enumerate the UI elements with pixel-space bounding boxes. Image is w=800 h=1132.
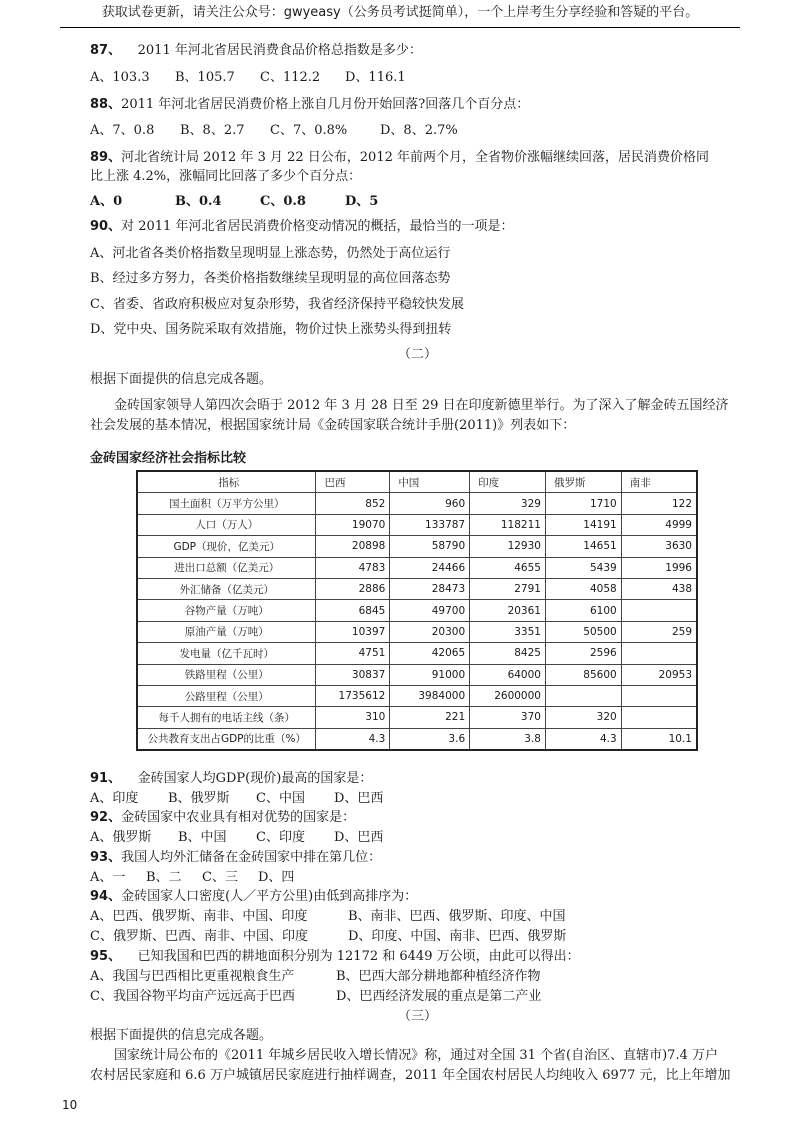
header-banner: 获取试卷更新，请关注公众号：gwyeasy（公务员考试挺简单），一个上岸考生分享经验和答疑的平台。 — [101, 5, 699, 20]
table-title: 金砖国家经济社会指标比较 — [90, 451, 247, 466]
question-number: 95、 — [90, 949, 122, 964]
table-cell: 4655 — [470, 557, 546, 578]
table-cell: 64000 — [470, 664, 546, 685]
question-number: 89、 — [90, 150, 122, 165]
option-d: D、四 — [258, 870, 295, 885]
option-b: B、0.4 — [175, 194, 222, 209]
question-number: 90、 — [90, 219, 122, 234]
question-95 — [90, 948, 580, 966]
table-cell: 49700 — [390, 600, 470, 621]
table-cell: 320 — [545, 707, 621, 728]
column-header: 俄罗斯 — [545, 471, 621, 493]
row-label: 公路里程（公里） — [137, 685, 316, 706]
table-cell: 10.1 — [621, 728, 697, 750]
question-88 — [90, 96, 529, 114]
row-label: 铁路里程（公里） — [137, 664, 316, 685]
question-94 — [90, 888, 417, 906]
column-header: 巴西 — [316, 471, 390, 493]
table-cell: 118211 — [470, 514, 546, 535]
table-cell: 438 — [621, 578, 697, 599]
option-a: A、0 — [90, 194, 123, 209]
option-d: D、116.1 — [345, 70, 406, 85]
table-cell: 370 — [470, 707, 546, 728]
options-92 — [90, 829, 383, 847]
option-b: B、经过多方努力，各类价格指数继续呈现明显的高位回落态势 — [90, 271, 451, 286]
options-89 — [90, 193, 378, 211]
table-row — [137, 707, 697, 728]
table-cell: 2886 — [316, 578, 390, 599]
options-95-row1 — [90, 968, 541, 986]
table-row — [137, 728, 697, 750]
table-cell: 221 — [390, 707, 470, 728]
paragraph-line2: 社会发展的基本情况，根据国家统计局《金砖国家联合统计手册(2011)》列表如下： — [90, 418, 576, 433]
table-row — [137, 578, 697, 599]
option-d: D、印度、中国、南非、巴西、俄罗斯 — [348, 929, 567, 944]
question-91 — [90, 770, 372, 788]
options-91 — [90, 790, 383, 808]
option-c: C、我国谷物平均亩产远远高于巴西 — [90, 989, 295, 1004]
table-cell: 85600 — [545, 664, 621, 685]
table-cell: 30837 — [316, 664, 390, 685]
column-header: 指标 — [137, 471, 316, 493]
table-cell: 4.3 — [316, 728, 390, 750]
options-88 — [90, 122, 458, 140]
table-cell: 24466 — [390, 557, 470, 578]
option-c: C、0.8 — [260, 194, 306, 209]
option-c: C、印度 — [256, 830, 305, 845]
option-b: B、巴西大部分耕地都种植经济作物 — [336, 969, 541, 984]
table-cell: 2791 — [470, 578, 546, 599]
option-a: A、一 — [90, 870, 126, 885]
table-cell: 3351 — [470, 621, 546, 642]
option-d: D、5 — [345, 194, 379, 209]
indicator-table — [136, 470, 698, 751]
section-intro: 根据下面提供的信息完成各题。 — [90, 1028, 273, 1043]
header-divider — [60, 27, 740, 28]
table-cell: 4751 — [316, 643, 390, 664]
table-cell: 852 — [316, 493, 390, 514]
table-row — [137, 685, 697, 706]
question-text: 金砖国家中农业具有相对优势的国家是： — [121, 810, 356, 825]
options-93 — [90, 869, 294, 887]
column-header: 印度 — [470, 471, 546, 493]
table-cell: 19070 — [316, 514, 390, 535]
row-label: GDP（现价，亿美元） — [137, 536, 316, 557]
question-text: 2011 年河北省居民消费价格上涨自几月份开始回落?回落几个百分点： — [121, 97, 530, 112]
table-cell: 28473 — [390, 578, 470, 599]
options-87 — [90, 69, 406, 87]
table-cell: 960 — [390, 493, 470, 514]
question-number: 94、 — [90, 889, 122, 904]
table-row — [137, 493, 697, 514]
table-cell: 14651 — [545, 536, 621, 557]
question-number: 93、 — [90, 850, 122, 865]
table-cell: 3630 — [621, 536, 697, 557]
option-c: C、中国 — [256, 791, 305, 806]
option-d: D、党中央、国务院采取有效措施，物价过快上涨势头得到扭转 — [90, 322, 452, 337]
section-heading-2: （二） — [398, 347, 438, 362]
table-cell — [621, 707, 697, 728]
section-heading-3: （三） — [398, 1009, 438, 1024]
question-text: 对 2011 年河北省居民消费价格变动情况的概括，最恰当的一项是： — [121, 219, 514, 234]
option-a: A、我国与巴西相比更重视粮食生产 — [90, 969, 295, 984]
option-d: D、8、2.7% — [380, 123, 458, 138]
option-a: A、7、0.8 — [90, 123, 155, 138]
question-number: 91、 — [90, 771, 122, 786]
options-94-row1 — [90, 908, 566, 926]
table-cell — [545, 685, 621, 706]
table-cell: 3984000 — [390, 685, 470, 706]
table-cell: 8425 — [470, 643, 546, 664]
table-cell: 3.6 — [390, 728, 470, 750]
question-text: 2011 年河北省居民消费食品价格总指数是多少： — [137, 43, 422, 58]
question-93 — [90, 849, 381, 867]
column-header: 中国 — [390, 471, 470, 493]
question-number: 92、 — [90, 810, 122, 825]
row-label: 原油产量（万吨） — [137, 621, 316, 642]
table-cell: 20953 — [621, 664, 697, 685]
question-92 — [90, 809, 355, 827]
question-number: 88、 — [90, 97, 122, 112]
option-d: D、巴西经济发展的重点是第二产业 — [336, 989, 542, 1004]
option-b: B、中国 — [178, 830, 227, 845]
row-label: 公共教育支出占GDP的比重（%） — [137, 728, 316, 750]
table-cell: 310 — [316, 707, 390, 728]
option-c: C、三 — [202, 870, 238, 885]
paragraph-line1: 金砖国家领导人第四次会晤于 2012 年 3 月 28 日至 29 日在印度新德里举行。为了深入了解金砖五国经济 — [114, 398, 729, 413]
option-c: C、省委、省政府积极应对复杂形势，我省经济保持平稳较快发展 — [90, 297, 464, 312]
table-row — [137, 600, 697, 621]
option-d: D、巴西 — [334, 830, 384, 845]
question-text: 我国人均外汇储备在金砖国家中排在第几位： — [121, 850, 382, 865]
option-b: B、8、2.7 — [180, 123, 245, 138]
option-a: A、103.3 — [90, 70, 150, 85]
table-row — [137, 664, 697, 685]
option-c: C、112.2 — [260, 70, 321, 85]
table-cell: 14191 — [545, 514, 621, 535]
table-cell: 12930 — [470, 536, 546, 557]
table-cell: 20361 — [470, 600, 546, 621]
table-cell: 4058 — [545, 578, 621, 599]
table-cell: 4783 — [316, 557, 390, 578]
table-cell: 2600000 — [470, 685, 546, 706]
table-cell: 4.3 — [545, 728, 621, 750]
option-b: B、二 — [146, 870, 182, 885]
options-95-row2 — [90, 988, 541, 1006]
question-89-line2: 比上涨 4.2%，涨幅同比回落了多少个百分点： — [90, 169, 362, 184]
table-cell: 3.8 — [470, 728, 546, 750]
question-87 — [90, 42, 422, 60]
table-cell — [621, 643, 697, 664]
question-number: 87、 — [90, 43, 122, 58]
question-90 — [90, 218, 513, 236]
option-c: C、俄罗斯、巴西、南非、中国、印度 — [90, 929, 308, 944]
table-cell: 133787 — [390, 514, 470, 535]
table-cell: 10397 — [316, 621, 390, 642]
row-label: 每千人拥有的电话主线（条） — [137, 707, 316, 728]
table-cell: 42065 — [390, 643, 470, 664]
table-cell — [621, 600, 697, 621]
table-cell: 1735612 — [316, 685, 390, 706]
table-cell: 2596 — [545, 643, 621, 664]
option-a: A、河北省各类价格指数呈现明显上涨态势，仍然处于高位运行 — [90, 246, 451, 261]
row-label: 进出口总额（亿美元） — [137, 557, 316, 578]
option-a: A、印度 — [90, 791, 139, 806]
option-d: D、巴西 — [334, 791, 384, 806]
question-text: 金砖国家人均GDP(现价)最高的国家是： — [137, 771, 373, 786]
table-header-row — [137, 471, 697, 493]
option-b: B、南非、巴西、俄罗斯、印度、中国 — [348, 909, 566, 924]
table-row — [137, 514, 697, 535]
table-cell: 20898 — [316, 536, 390, 557]
question-text: 金砖国家人口密度(人／平方公里)由低到高排序为： — [121, 889, 418, 904]
option-b: B、105.7 — [175, 70, 235, 85]
question-text: 已知我国和巴西的耕地面积分别为 12172 和 6449 万公顷，由此可以得出： — [137, 949, 580, 964]
table-cell — [621, 685, 697, 706]
column-header: 南非 — [621, 471, 697, 493]
page-number: 10 — [62, 1098, 78, 1112]
table-row — [137, 557, 697, 578]
table-cell: 6845 — [316, 600, 390, 621]
question-89 — [90, 149, 709, 167]
table-cell: 6100 — [545, 600, 621, 621]
table-row — [137, 621, 697, 642]
table-cell: 58790 — [390, 536, 470, 557]
table-cell: 122 — [621, 493, 697, 514]
table-row — [137, 536, 697, 557]
table-row — [137, 643, 697, 664]
row-label: 谷物产量（万吨） — [137, 600, 316, 621]
section-intro: 根据下面提供的信息完成各题。 — [90, 372, 273, 387]
paragraph-line1: 国家统计局公布的《2011 年城乡居民收入增长情况》称，通过对全国 31 个省(自治区、直辖市)7.4 万户 — [114, 1048, 718, 1063]
table-cell: 259 — [621, 621, 697, 642]
table-cell: 20300 — [390, 621, 470, 642]
row-label: 国土面积（万平方公里） — [137, 493, 316, 514]
option-a: A、巴西、俄罗斯、南非、中国、印度 — [90, 909, 308, 924]
table-cell: 5439 — [545, 557, 621, 578]
table-cell: 4999 — [621, 514, 697, 535]
table-cell: 91000 — [390, 664, 470, 685]
option-c: C、7、0.8% — [270, 123, 348, 138]
row-label: 发电量（亿千瓦时） — [137, 643, 316, 664]
paragraph-line2: 农村居民家庭和 6.6 万户城镇居民家庭进行抽样调查，2011 年全国农村居民人均纯收入 6977 元，比上年增加 — [90, 1068, 731, 1083]
option-a: A、俄罗斯 — [90, 830, 152, 845]
table-cell: 329 — [470, 493, 546, 514]
option-b: B、俄罗斯 — [168, 791, 230, 806]
table-cell: 1710 — [545, 493, 621, 514]
table-cell: 1996 — [621, 557, 697, 578]
table-cell: 50500 — [545, 621, 621, 642]
question-text-line1: 河北省统计局 2012 年 3 月 22 日公布，2012 年前两个月，全省物价涨幅继续回落，居民消费价格同 — [121, 150, 710, 165]
row-label: 人口（万人） — [137, 514, 316, 535]
options-94-row2 — [90, 928, 566, 946]
row-label: 外汇储备（亿美元） — [137, 578, 316, 599]
